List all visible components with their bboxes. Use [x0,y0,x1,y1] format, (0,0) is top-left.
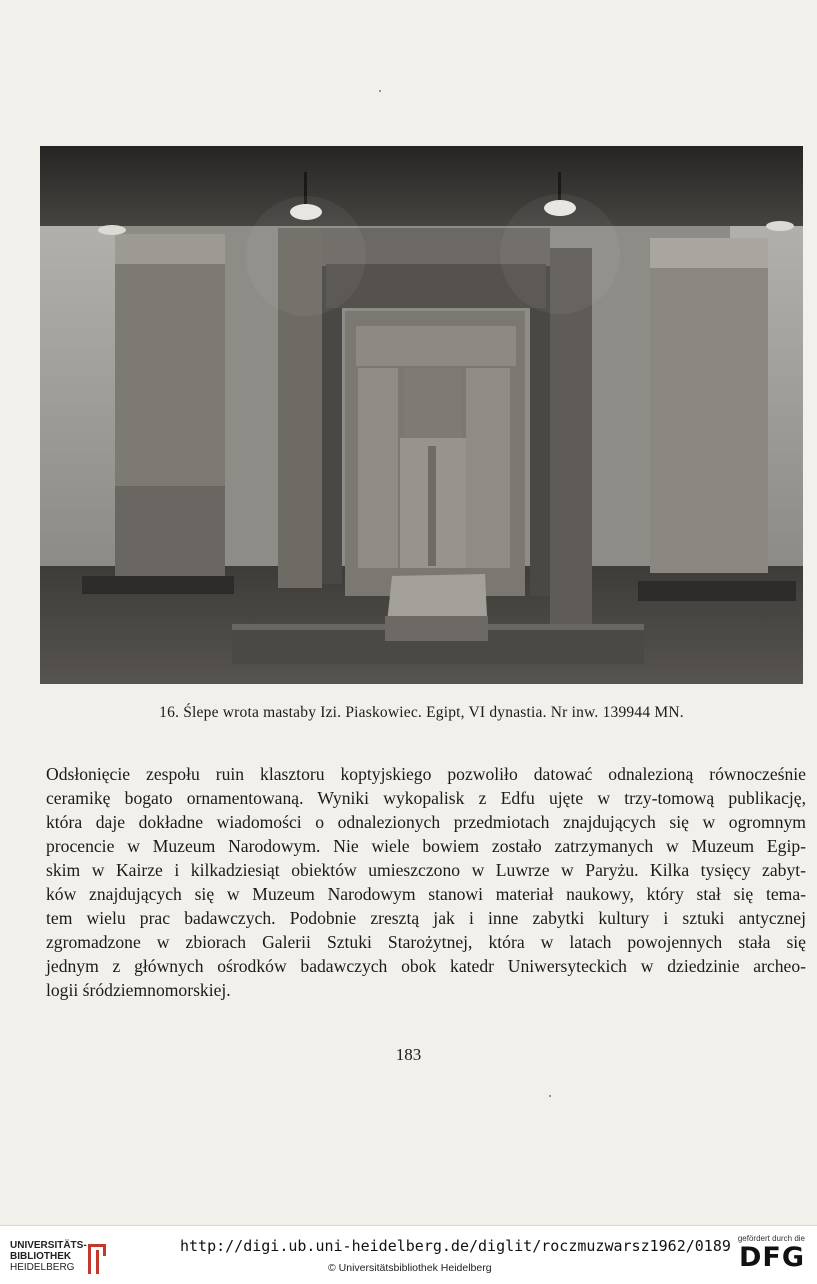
library-name [10,1240,87,1273]
text-line: procencie w Muzeum Narodowym. Nie wiele bowiem zostało zatrzymanych w Muzeum Egip- [46,836,806,856]
text-line: ków znajdujących się w Muzeum Narodowym stanowi materiał naukowy, który stał się tema- [46,884,806,904]
library-name-line2: BIBLIOTHEK [10,1251,72,1262]
text-line: jednym z głównych ośrodków badawczych obok katedr Uniwersyteckich w dziedzinie archeo- [46,956,806,976]
museum-photograph-false-door [40,146,803,684]
funding-label: gefördert durch die [737,1234,805,1243]
dust-speck [549,1095,551,1097]
text-line: która daje dokładne wiadomości o odnalezionych przedmiotach znajdujących się w ogromnym [46,812,806,832]
digitization-footer [0,1225,817,1284]
text-line: skim w Kairze i kilkadziesiąt obiektów umieszczono w Luwrze w Paryżu. Kilka tysięcy zabyt- [46,860,806,880]
body-paragraph [46,762,806,1002]
library-emblem-icon [84,1242,110,1276]
permalink-url[interactable]: http://digi.ub.uni-heidelberg.de/diglit/roczmuzwarsz1962/0189 [180,1237,731,1255]
dust-speck [379,90,381,92]
dfg-funding-logo[interactable] [725,1234,805,1280]
page-number: 183 [395,1045,422,1064]
library-name-line1: UNIVERSITÄTS- [10,1240,87,1251]
dfg-mark: DFG [738,1242,805,1273]
photograph-illustration [40,146,803,684]
university-library-logo[interactable] [10,1240,120,1276]
text-line: ceramikę bogato ornamentowaną. Wyniki wykopalisk z Edfu ujęte w trzy-tomową publikację, [46,788,806,808]
figure-caption: 16. Ślepe wrota mastaby Izi. Piaskowiec. Egipt, VI dynastia. Nr inw. 139944 MN. [159,704,684,721]
text-line: zgromadzone w zbiorach Galerii Sztuki Starożytnej, która w latach powojennych stała się [46,932,806,952]
text-line: Odsłonięcie zespołu ruin klasztoru koptyjskiego pozwoliło datować odnalezioną równocześnie [46,764,806,784]
text-line: tem wielu prac badawczych. Podobnie zresztą jak i inne zabytki kultury i sztuki antycznej [46,908,806,928]
library-name-line3: HEIDELBERG [10,1262,75,1273]
text-line: logii śródziemnomorskiej. [46,980,231,1000]
copyright-notice: © Universitätsbibliothek Heidelberg [328,1262,492,1274]
